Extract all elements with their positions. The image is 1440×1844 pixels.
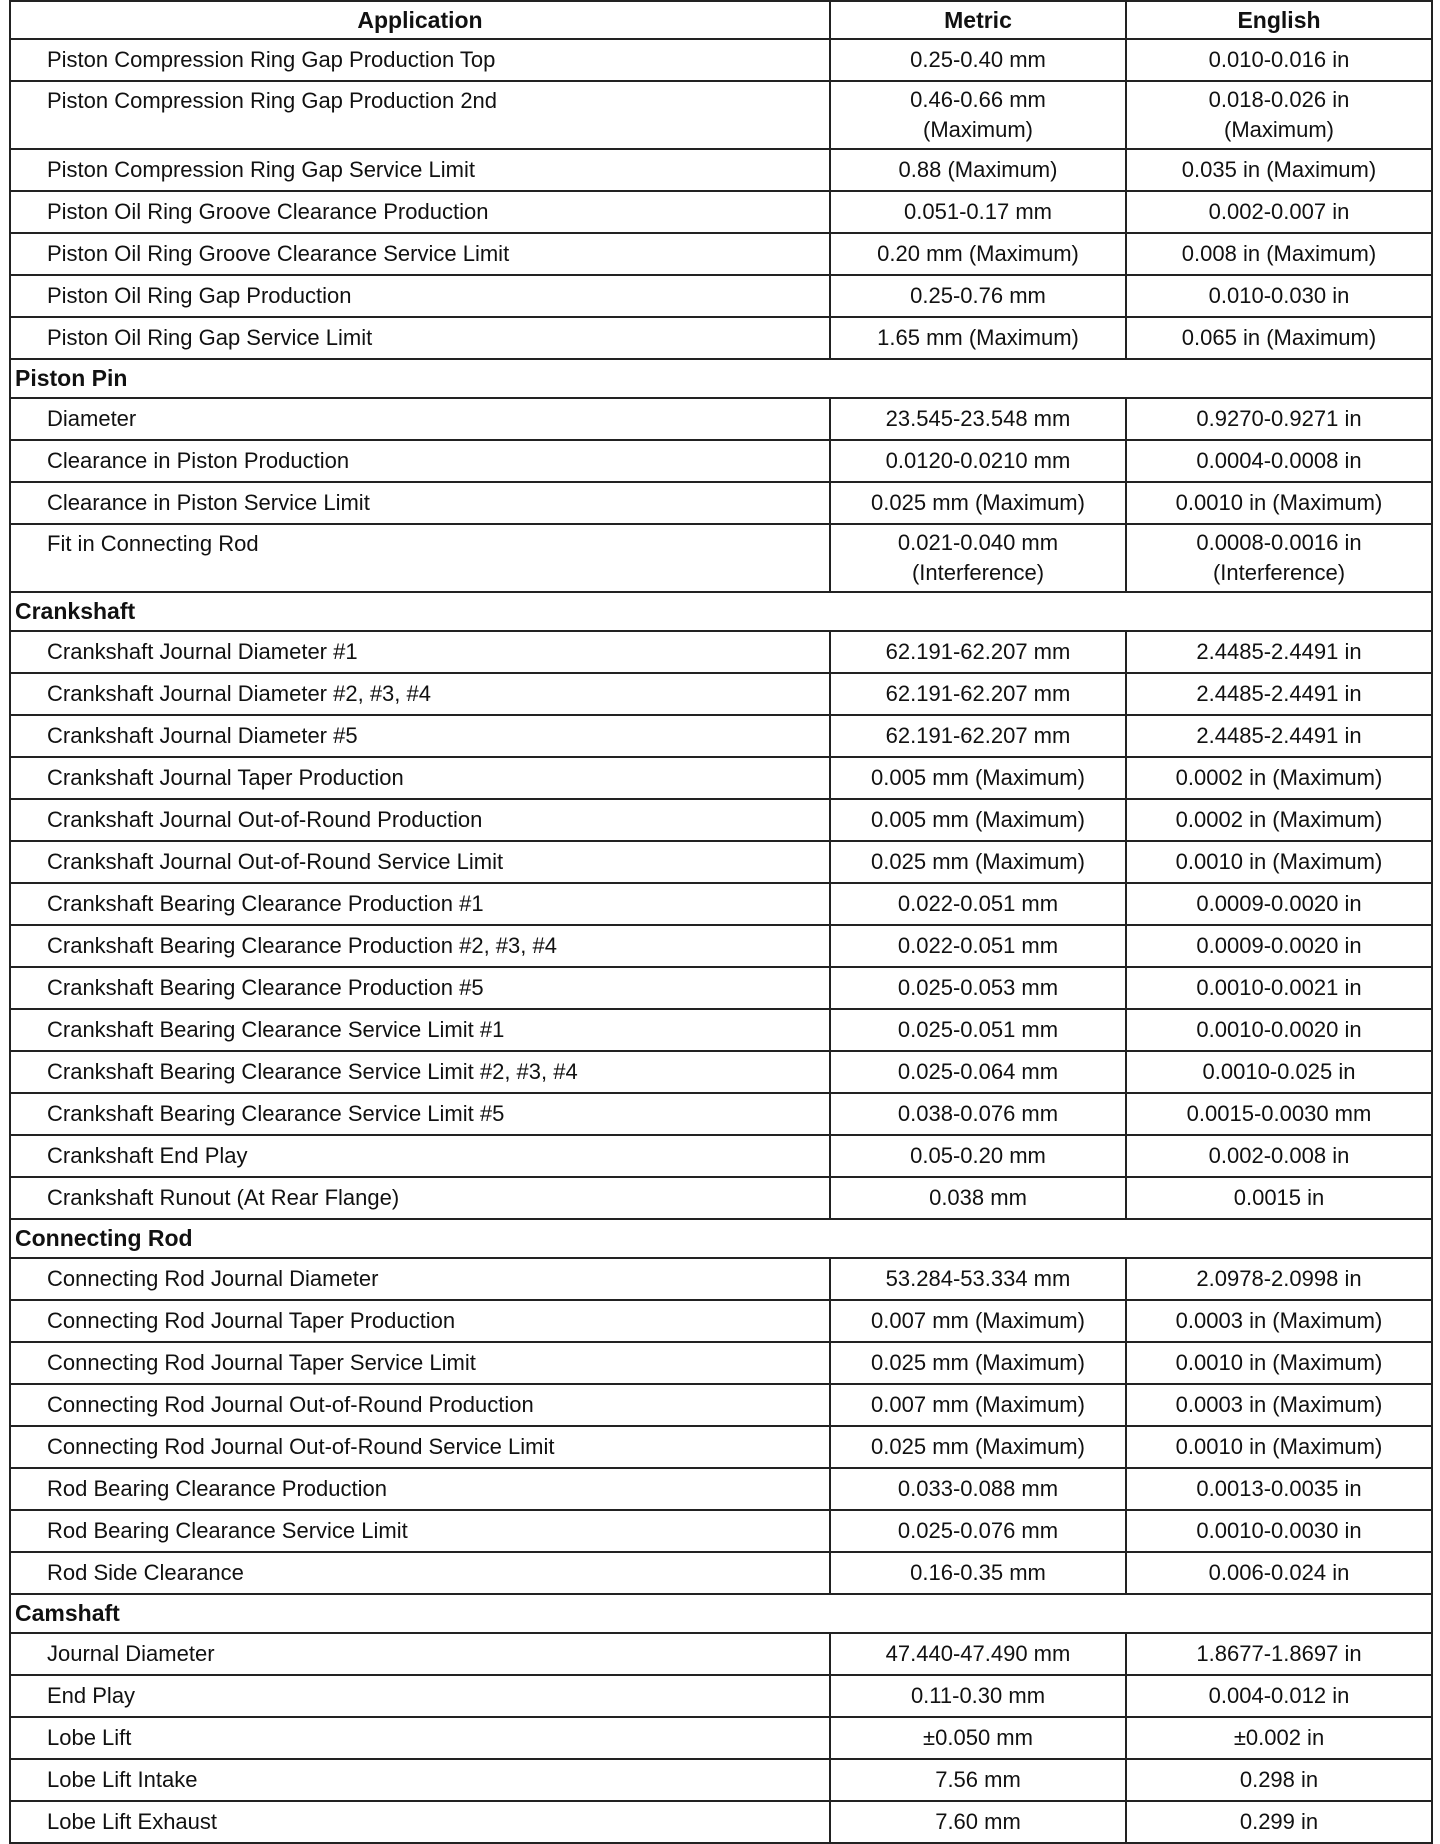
- table-row: [10, 317, 1432, 359]
- metric-value: 0.46-0.66 mm: [910, 87, 1046, 112]
- table-row: [10, 1801, 1432, 1843]
- specification-table: [9, 0, 1433, 1844]
- english-cell: 0.0015 in: [1126, 1177, 1432, 1219]
- table-row: [10, 715, 1432, 757]
- table-row: [10, 1717, 1432, 1759]
- table-row: [10, 149, 1432, 191]
- english-cell: 0.0010 in (Maximum): [1126, 482, 1432, 524]
- table-row: [10, 967, 1432, 1009]
- application-cell: Crankshaft Bearing Clearance Service Limit #5: [10, 1093, 830, 1135]
- english-cell: [1126, 524, 1432, 592]
- metric-cell: 0.051-0.17 mm: [830, 191, 1126, 233]
- metric-cell: 0.007 mm (Maximum): [830, 1384, 1126, 1426]
- table-row: [10, 1135, 1432, 1177]
- english-cell: 0.006-0.024 in: [1126, 1552, 1432, 1594]
- metric-cell: 0.25-0.76 mm: [830, 275, 1126, 317]
- application-cell: Crankshaft Journal Diameter #1: [10, 631, 830, 673]
- col-header-metric: Metric: [830, 1, 1126, 39]
- metric-cell: 0.033-0.088 mm: [830, 1468, 1126, 1510]
- metric-cell: 0.038 mm: [830, 1177, 1126, 1219]
- english-cell: 0.0002 in (Maximum): [1126, 757, 1432, 799]
- table-row: [10, 1009, 1432, 1051]
- metric-cell: 0.022-0.051 mm: [830, 883, 1126, 925]
- table-row: [10, 883, 1432, 925]
- application-cell: Lobe Lift: [10, 1717, 830, 1759]
- metric-cell: 0.20 mm (Maximum): [830, 233, 1126, 275]
- english-cell: 0.035 in (Maximum): [1126, 149, 1432, 191]
- application-cell: Piston Oil Ring Gap Production: [10, 275, 830, 317]
- table-row: [10, 233, 1432, 275]
- metric-cell: 0.025 mm (Maximum): [830, 841, 1126, 883]
- section-row-camshaft: [10, 1594, 1432, 1633]
- english-value: 0.018-0.026 in: [1208, 87, 1350, 112]
- metric-cell: 0.025-0.064 mm: [830, 1051, 1126, 1093]
- metric-cell: 0.05-0.20 mm: [830, 1135, 1126, 1177]
- metric-cell: 0.025-0.076 mm: [830, 1510, 1126, 1552]
- application-cell: Rod Side Clearance: [10, 1552, 830, 1594]
- metric-cell: 0.005 mm (Maximum): [830, 757, 1126, 799]
- metric-cell: [830, 81, 1126, 149]
- english-cell: 0.0009-0.0020 in: [1126, 925, 1432, 967]
- metric-cell: 0.025 mm (Maximum): [830, 482, 1126, 524]
- english-cell: 0.008 in (Maximum): [1126, 233, 1432, 275]
- english-cell: 2.4485-2.4491 in: [1126, 673, 1432, 715]
- metric-cell: 0.022-0.051 mm: [830, 925, 1126, 967]
- table-row: [10, 673, 1432, 715]
- metric-cell: 0.88 (Maximum): [830, 149, 1126, 191]
- english-note: (Maximum): [1224, 117, 1334, 142]
- english-cell: 0.0010 in (Maximum): [1126, 1426, 1432, 1468]
- table-row: [10, 1633, 1432, 1675]
- application-cell: Piston Oil Ring Gap Service Limit: [10, 317, 830, 359]
- application-cell: Crankshaft Journal Out-of-Round Production: [10, 799, 830, 841]
- metric-cell: 62.191-62.207 mm: [830, 673, 1126, 715]
- english-cell: ±0.002 in: [1126, 1717, 1432, 1759]
- application-cell: Piston Compression Ring Gap Service Limit: [10, 149, 830, 191]
- english-cell: 0.299 in: [1126, 1801, 1432, 1843]
- application-cell: Rod Bearing Clearance Service Limit: [10, 1510, 830, 1552]
- english-cell: 0.9270-0.9271 in: [1126, 398, 1432, 440]
- english-cell: 0.065 in (Maximum): [1126, 317, 1432, 359]
- application-cell: Journal Diameter: [10, 1633, 830, 1675]
- application-cell: Piston Oil Ring Groove Clearance Production: [10, 191, 830, 233]
- application-cell: Connecting Rod Journal Taper Production: [10, 1300, 830, 1342]
- application-cell: Crankshaft Bearing Clearance Production #5: [10, 967, 830, 1009]
- english-cell: 0.010-0.016 in: [1126, 39, 1432, 81]
- application-cell: Crankshaft Bearing Clearance Production #1: [10, 883, 830, 925]
- metric-cell: 1.65 mm (Maximum): [830, 317, 1126, 359]
- english-cell: 0.0003 in (Maximum): [1126, 1300, 1432, 1342]
- application-cell: Fit in Connecting Rod: [10, 524, 830, 592]
- english-cell: 0.0004-0.0008 in: [1126, 440, 1432, 482]
- metric-cell: 53.284-53.334 mm: [830, 1258, 1126, 1300]
- table-row: [10, 757, 1432, 799]
- table-row: [10, 524, 1432, 592]
- application-cell: Crankshaft Journal Diameter #2, #3, #4: [10, 673, 830, 715]
- spec-sheet: [9, 0, 1431, 1836]
- application-cell: Lobe Lift Exhaust: [10, 1801, 830, 1843]
- application-cell: Connecting Rod Journal Taper Service Limit: [10, 1342, 830, 1384]
- application-cell: Clearance in Piston Service Limit: [10, 482, 830, 524]
- english-cell: 0.0003 in (Maximum): [1126, 1384, 1432, 1426]
- table-row: [10, 1051, 1432, 1093]
- header-row: [10, 1, 1432, 39]
- metric-note: (Maximum): [923, 117, 1033, 142]
- metric-cell: 0.005 mm (Maximum): [830, 799, 1126, 841]
- application-cell: Crankshaft Bearing Clearance Service Limit #1: [10, 1009, 830, 1051]
- table-row: [10, 925, 1432, 967]
- application-cell: Connecting Rod Journal Out-of-Round Production: [10, 1384, 830, 1426]
- metric-cell: 47.440-47.490 mm: [830, 1633, 1126, 1675]
- table-row: [10, 799, 1432, 841]
- metric-value: 0.021-0.040 mm: [897, 530, 1059, 555]
- table-row: [10, 81, 1432, 149]
- application-cell: Clearance in Piston Production: [10, 440, 830, 482]
- table-row: [10, 191, 1432, 233]
- section-row-piston-pin: [10, 359, 1432, 398]
- section-title: Camshaft: [10, 1594, 1432, 1633]
- table-row: [10, 1093, 1432, 1135]
- table-row: [10, 841, 1432, 883]
- english-cell: 0.004-0.012 in: [1126, 1675, 1432, 1717]
- english-cell: 2.0978-2.0998 in: [1126, 1258, 1432, 1300]
- metric-cell: [830, 524, 1126, 592]
- english-cell: 2.4485-2.4491 in: [1126, 631, 1432, 673]
- application-cell: Piston Compression Ring Gap Production 2nd: [10, 81, 830, 149]
- table-row: [10, 440, 1432, 482]
- english-cell: 0.0010 in (Maximum): [1126, 1342, 1432, 1384]
- application-cell: Crankshaft Runout (At Rear Flange): [10, 1177, 830, 1219]
- english-cell: 0.0010-0.025 in: [1126, 1051, 1432, 1093]
- section-title: Crankshaft: [10, 592, 1432, 631]
- application-cell: End Play: [10, 1675, 830, 1717]
- english-cell: 0.298 in: [1126, 1759, 1432, 1801]
- table-row: [10, 482, 1432, 524]
- metric-cell: 0.025-0.051 mm: [830, 1009, 1126, 1051]
- col-header-english: English: [1126, 1, 1432, 39]
- table-row: [10, 1177, 1432, 1219]
- metric-cell: 0.025 mm (Maximum): [830, 1342, 1126, 1384]
- application-cell: Lobe Lift Intake: [10, 1759, 830, 1801]
- metric-cell: 0.16-0.35 mm: [830, 1552, 1126, 1594]
- metric-cell: 23.545-23.548 mm: [830, 398, 1126, 440]
- metric-cell: 0.025-0.053 mm: [830, 967, 1126, 1009]
- table-row: [10, 1342, 1432, 1384]
- english-cell: 0.0010-0.0021 in: [1126, 967, 1432, 1009]
- metric-cell: 0.025 mm (Maximum): [830, 1426, 1126, 1468]
- col-header-application: Application: [10, 1, 830, 39]
- metric-cell: 0.007 mm (Maximum): [830, 1300, 1126, 1342]
- section-row-connecting-rod: [10, 1219, 1432, 1258]
- english-cell: 0.0013-0.0035 in: [1126, 1468, 1432, 1510]
- english-cell: 1.8677-1.8697 in: [1126, 1633, 1432, 1675]
- metric-cell: ±0.050 mm: [830, 1717, 1126, 1759]
- metric-note: (Interference): [911, 560, 1045, 585]
- english-cell: 0.0010-0.0020 in: [1126, 1009, 1432, 1051]
- table-row: [10, 1426, 1432, 1468]
- section-title: Piston Pin: [10, 359, 1432, 398]
- table-row: [10, 1468, 1432, 1510]
- application-cell: Connecting Rod Journal Diameter: [10, 1258, 830, 1300]
- application-cell: Crankshaft Journal Diameter #5: [10, 715, 830, 757]
- application-cell: Crankshaft Journal Taper Production: [10, 757, 830, 799]
- table-row: [10, 275, 1432, 317]
- application-cell: Crankshaft Bearing Clearance Service Limit #2, #3, #4: [10, 1051, 830, 1093]
- table-row: [10, 1552, 1432, 1594]
- english-cell: 0.002-0.008 in: [1126, 1135, 1432, 1177]
- application-cell: Piston Oil Ring Groove Clearance Service Limit: [10, 233, 830, 275]
- english-cell: 0.0009-0.0020 in: [1126, 883, 1432, 925]
- table-row: [10, 1384, 1432, 1426]
- metric-cell: 7.60 mm: [830, 1801, 1126, 1843]
- table-row: [10, 1300, 1432, 1342]
- application-cell: Connecting Rod Journal Out-of-Round Service Limit: [10, 1426, 830, 1468]
- metric-cell: 62.191-62.207 mm: [830, 631, 1126, 673]
- english-cell: 0.0015-0.0030 mm: [1126, 1093, 1432, 1135]
- metric-cell: 62.191-62.207 mm: [830, 715, 1126, 757]
- metric-cell: 0.038-0.076 mm: [830, 1093, 1126, 1135]
- section-title: Connecting Rod: [10, 1219, 1432, 1258]
- application-cell: Piston Compression Ring Gap Production Top: [10, 39, 830, 81]
- application-cell: Crankshaft Journal Out-of-Round Service Limit: [10, 841, 830, 883]
- english-cell: 0.0010 in (Maximum): [1126, 841, 1432, 883]
- metric-cell: 0.0120-0.0210 mm: [830, 440, 1126, 482]
- english-cell: 0.002-0.007 in: [1126, 191, 1432, 233]
- section-row-crankshaft: [10, 592, 1432, 631]
- metric-cell: 0.11-0.30 mm: [830, 1675, 1126, 1717]
- english-cell: [1126, 81, 1432, 149]
- english-cell: 0.0002 in (Maximum): [1126, 799, 1432, 841]
- application-cell: Diameter: [10, 398, 830, 440]
- table-row: [10, 631, 1432, 673]
- english-note: (Interference): [1212, 560, 1346, 585]
- table-row: [10, 1510, 1432, 1552]
- application-cell: Rod Bearing Clearance Production: [10, 1468, 830, 1510]
- table-row: [10, 1258, 1432, 1300]
- table-row: [10, 1759, 1432, 1801]
- application-cell: Crankshaft Bearing Clearance Production #2, #3, #4: [10, 925, 830, 967]
- metric-cell: 7.56 mm: [830, 1759, 1126, 1801]
- table-row: [10, 398, 1432, 440]
- english-cell: 0.010-0.030 in: [1126, 275, 1432, 317]
- english-cell: 2.4485-2.4491 in: [1126, 715, 1432, 757]
- english-value: 0.0008-0.0016 in: [1196, 530, 1362, 555]
- english-cell: 0.0010-0.0030 in: [1126, 1510, 1432, 1552]
- table-row: [10, 1675, 1432, 1717]
- table-row: [10, 39, 1432, 81]
- application-cell: Crankshaft End Play: [10, 1135, 830, 1177]
- metric-cell: 0.25-0.40 mm: [830, 39, 1126, 81]
